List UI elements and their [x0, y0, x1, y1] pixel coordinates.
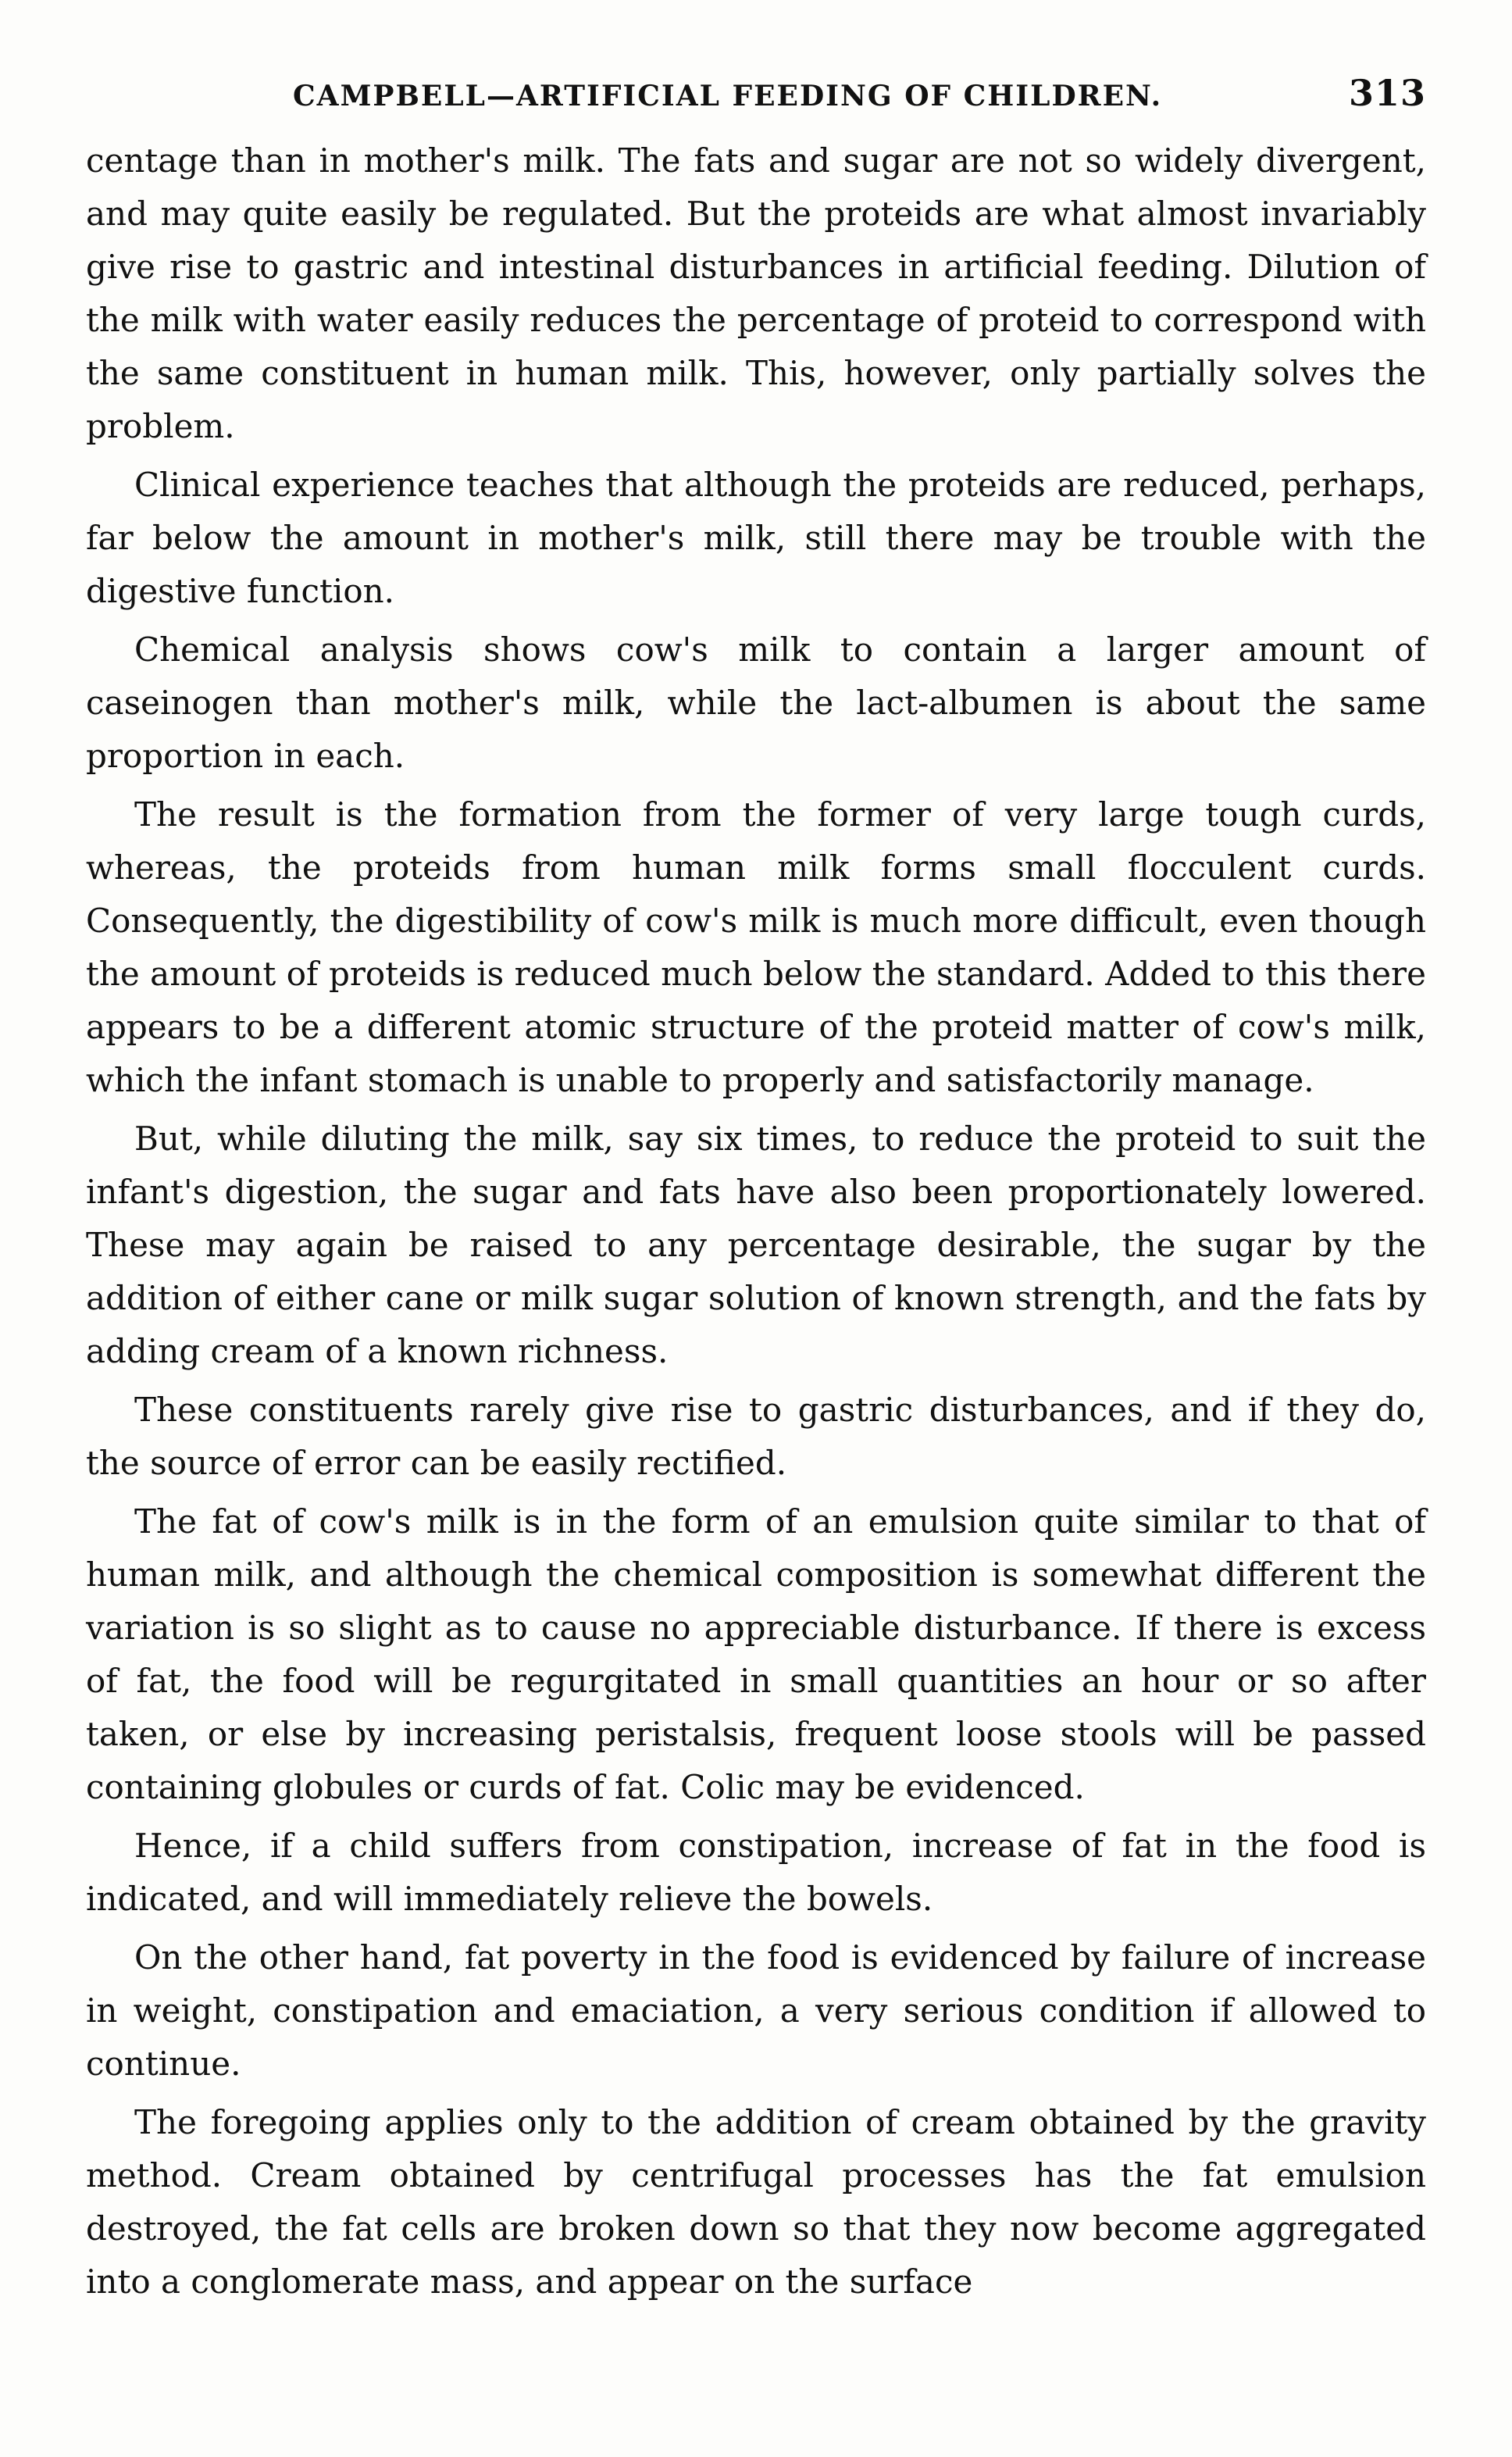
paragraph-clinical-experience: Clinical experience teaches that although the proteids are reduced, perhaps, far below the amount in mother's milk, still there may be trouble with the digestive function.: [86, 466, 1426, 610]
body-text: [86, 134, 1426, 2314]
running-title: CAMPBELL—ARTIFICIAL FEEDING OF CHILDREN.: [293, 80, 1163, 112]
paragraph-fat-poverty: On the other hand, fat poverty in the food is evidenced by failure of increase in weight, constipation and emaciation, a very serious condition if allowed to continue.: [86, 1938, 1426, 2083]
paragraph-curds-result: The result is the formation from the former of very large tough curds, whereas, the proteids from human milk forms small flocculent curds. Consequently, the digestibility of cow's milk is much more difficult, even though the amount of proteids is reduced much below the standard. Added to this there appears to be a different atomic structure of the proteid matter of cow's milk, which the infant stomach is unable to properly and satisfactorily manage.: [86, 795, 1426, 1099]
paragraph-constituents: These constituents rarely give rise to gastric disturbances, and if they do, the source of error can be easily rectified.: [86, 1391, 1426, 1482]
paragraph-fat-emulsion: The fat of cow's milk is in the form of an emulsion quite similar to that of human milk, and although the chemical composition is somewhat different the variation is so slight as to cause no appreciable disturbance. If there is excess of fat, the food will be regurgitated in small quantities an hour or so after taken, or else by increasing peristalsis, frequent loose stools will be passed containing globules or curds of fat. Colic may be evidenced.: [86, 1502, 1426, 1806]
paragraph-constipation: Hence, if a child suffers from constipation, increase of fat in the food is indicated, and will immediately relieve the bowels.: [86, 1827, 1426, 1918]
paragraph-continued: centage than in mother's milk. The fats and sugar are not so widely divergent, and may quite easily be regulated. But the proteids are what almost invariably give rise to gastric and intestinal disturbances in artificial feeding. Dilution of the milk with water easily reduces the percentage of proteid to correspond with the same constituent in human milk. This, however, only partially solves the problem.: [86, 141, 1426, 445]
running-head: [86, 72, 1426, 119]
paragraph-dilution: But, while diluting the milk, say six times, to reduce the proteid to suit the infant's digestion, the sugar and fats have also been proportionately lowered. These may again be raised to any percentage desirable, the sugar by the addition of either cane or milk sugar solution of known strength, and the fats by adding cream of a known richness.: [86, 1120, 1426, 1370]
page-number: 313: [1348, 72, 1426, 114]
paragraph-chemical-analysis: Chemical analysis shows cow's milk to contain a larger amount of caseinogen than mother's milk, while the lact-albumen is about the same proportion in each.: [86, 630, 1426, 775]
paragraph-cream-methods: The foregoing applies only to the addition of cream obtained by the gravity method. Cream obtained by centrifugal processes has the fat emulsion destroyed, the fat cells are broken down so that they now become aggregated into a conglomerate mass, and appear on the surface: [86, 2103, 1426, 2301]
